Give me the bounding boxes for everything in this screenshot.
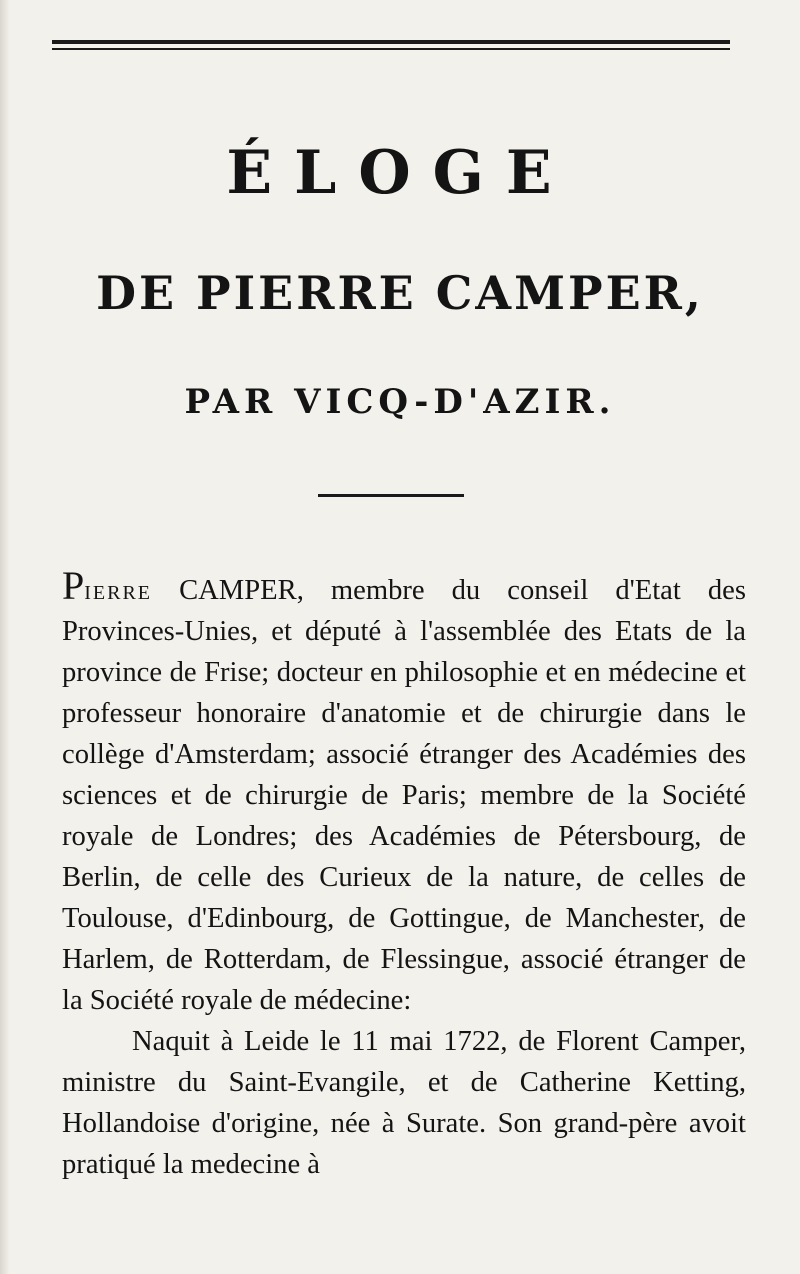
name-smallcaps: ierre: [84, 575, 153, 606]
paragraph-1: [62, 563, 746, 1021]
header-rule-thick: [52, 40, 730, 44]
paragraph-2: Naquit à Leide le 11 mai 1722, de Florent Camper, ministre du Saint-Evangile, et de Catherine Ketting, Hollandoise d'origine, née à Surate. Son grand-père avoit pratiqué la medecine à: [62, 1026, 746, 1180]
body-text: [62, 563, 746, 1185]
header-rule-thin: [52, 48, 730, 50]
name-surname: CAMPER: [152, 575, 297, 606]
drop-cap: P: [62, 563, 85, 608]
header-double-rule: [52, 40, 730, 52]
page-title: ÉLOGE: [226, 138, 574, 208]
paragraph-1-text: , membre du conseil d'Etat des Provinces-Unies, et député à l'assemblée des Etats de la province de Frise; docteur en philosophie et en médecine et professeur honoraire d'anatomie et de chirurgie dans le collège d'Amsterdam; associé étranger des Académies des sciences et de chirurgie de Paris; membre de la Société royale de Londres; des Académies de Pétersbourg, de Berlin, de celle des Curieux de la nature, de celles de Toulouse, d'Edinbourg, de Gottingue, de Manchester, de Harlem, de Rotterdam, de Flessingue, associé étranger de la Société royale de médecine:: [62, 575, 746, 1016]
section-divider: [318, 494, 464, 497]
page-subtitle: DE PIERRE CAMPER,: [96, 266, 704, 320]
author-line: PAR VICQ-D'AZIR.: [184, 382, 616, 422]
